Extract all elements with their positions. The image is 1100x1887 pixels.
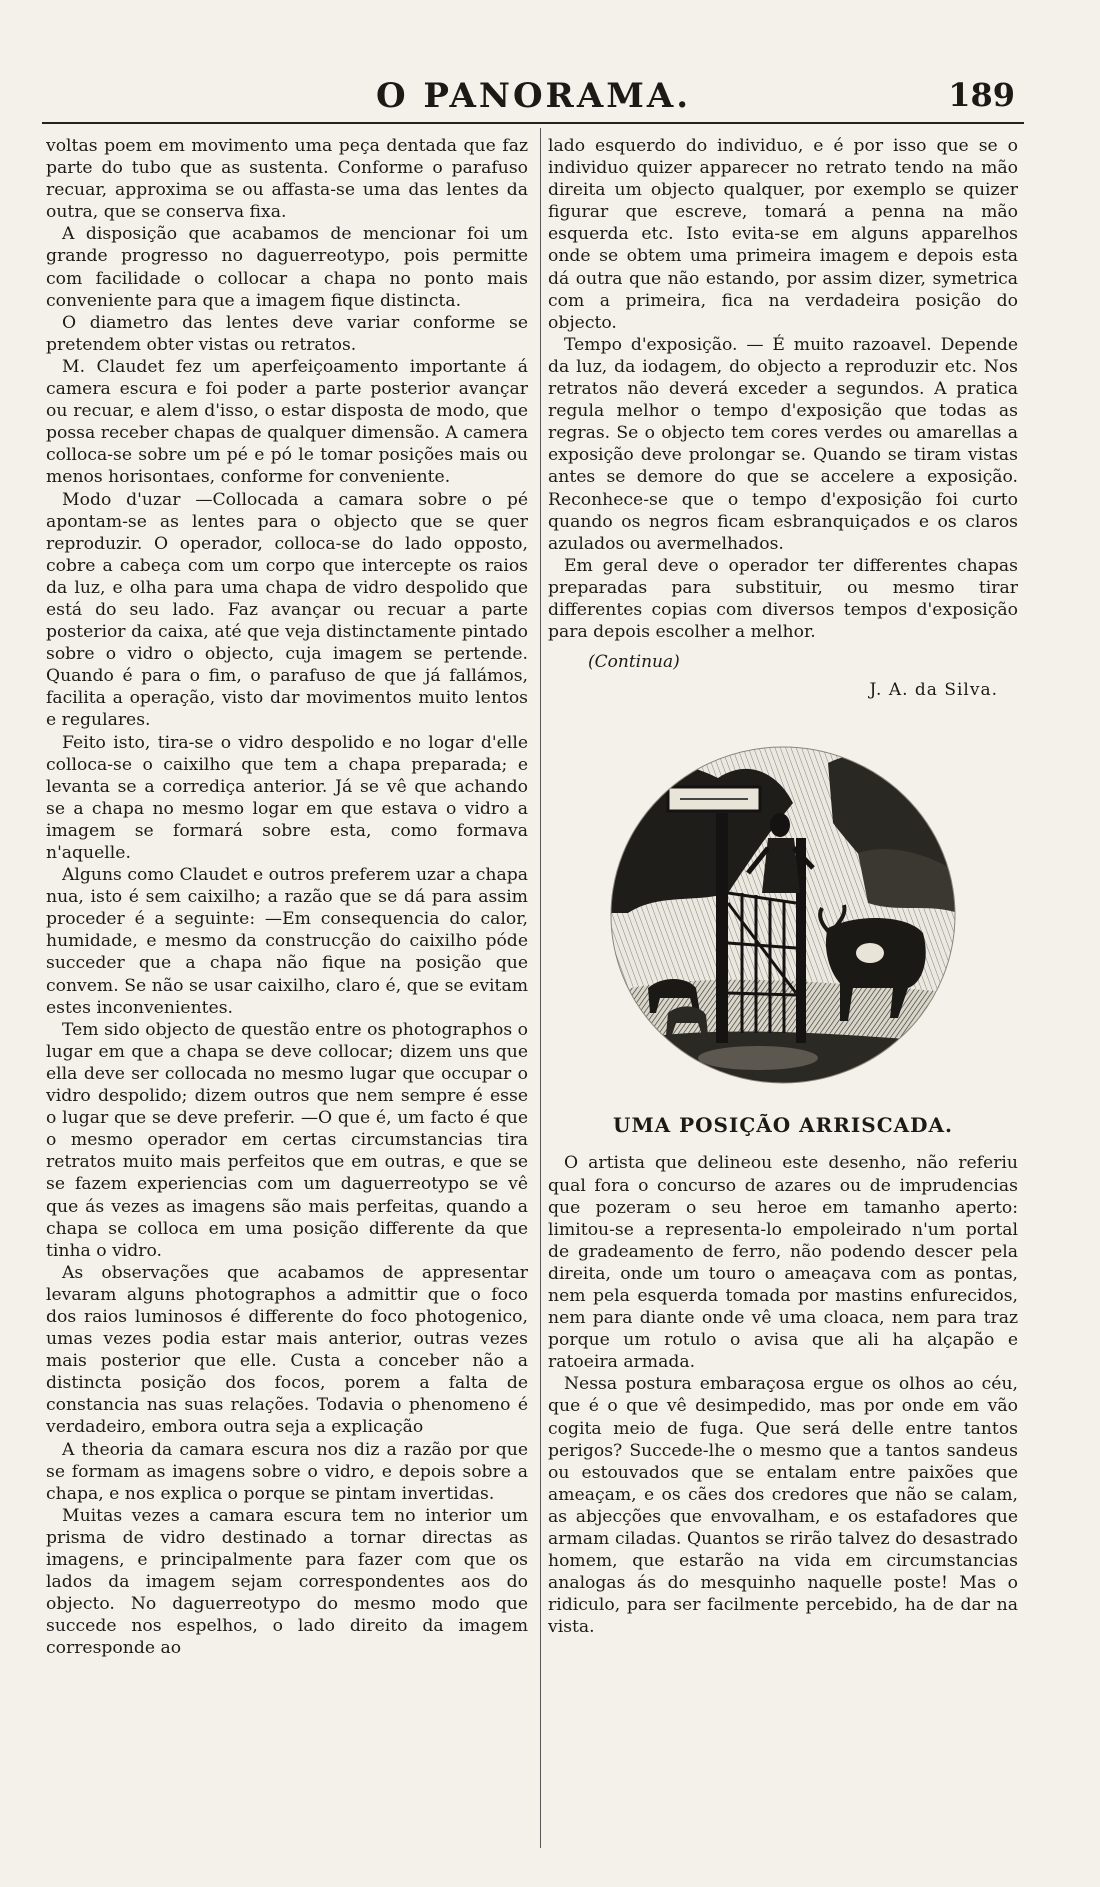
header-rule <box>42 122 1024 124</box>
paragraph: Em geral deve o operador ter differentes chapas preparadas para substituir, ou mesmo tirar differentes copias com diversos tempos d'exposição para depois escolher a melhor. <box>548 555 1018 643</box>
paragraph: Tempo d'exposição. — É muito razoavel. Depende da luz, da iodagem, do objecto a reproduzir etc. Nos retratos não deverá exceder a segundos. A pratica regula melhor o tempo d'exposição que todas as regras. Se o objecto tem cores verdes ou amarellas a exposição deve prolongar se. Quando se tiram vistas antes se demore do que se accelere a exposição. Reconhece-se que o tempo d'exposição foi curto quando os negros ficam esbranquiçados e os claros azulados ou avermelhados. <box>548 334 1018 554</box>
author-signature: J. A. da Silva. <box>869 680 998 701</box>
paragraph: A theoria da camara escura nos diz a razão por que se formam as imagens sobre o vidro, e depois sobre a chapa, e nos explica o porque se pintam invertidas. <box>46 1439 528 1504</box>
paragraph: A disposição que acabamos de mencionar foi um grande progresso no daguerreotypo, pois permitte com facilidade o collocar a chapa no ponto mais conveniente para que a imagem fique distincta. <box>46 224 528 311</box>
paragraph: O artista que delineou este desenho, não referiu qual fora o concurso de azares ou de imprudencias que pozeram o seu heroe em tamanho aperto: limitou-se a representa-lo empoleirado n'um portal de gradeamento de ferro, não podendo descer pela direita, onde um touro o ameaçava com as pontas, nem pela esquerda tomada por mastins enfurecidos, nem para diante onde vê uma cloaca, nem para traz porque um rotulo o avisa que ali ha alçapão e ratoeira armada. <box>548 1153 1018 1373</box>
paragraph: Muitas vezes a camara escura tem no interior um prisma de vidro destinado a tornar directas as imagens, e principalmente para fazer com que os lados da imagem sejam correspondentes aos do objecto. No daguerreotypo do mesmo modo que succede nos espelhos, o lado direito da imagem corresponde ao <box>46 1505 528 1659</box>
right-column <box>548 135 1018 1639</box>
page-number: 189 <box>948 76 1015 114</box>
continua-note: (Continua) <box>588 652 680 673</box>
paragraph: As observações que acabamos de appresentar levaram alguns photographos a admittir que o foco dos raios luminosos é differente do foco photogenico, umas vezes podia estar mais anterior, outras vezes mais posterior que elle. Custa a conceber não a distincta posição dos focos, porem a falta de constancia nas suas relações. Todavia o phenomeno é verdadeiro, embora outra seja a explicação <box>46 1262 528 1438</box>
paragraph: Nessa postura embaraçosa ergue os olhos ao céu, que é o que vê desimpedido, mas por onde em vão cogita meio de fuga. Que será delle entre tantos perigos? Succede-lhe o mesmo que a tantos sandeus ou estouvados que se entalam entre paixões que ameaçam, e os cães dos credores que não se calam, as abjecções que envovalham, e os estafadores que armam ciladas. Quantos se rirão talvez do desastrado homem, que estarão na vida em circumstancias analogas ás do mesquinho naquelle poste! Mas o ridiculo, para ser facilmente percebido, ha de dar na vista. <box>548 1374 1018 1638</box>
engraving-image <box>608 743 958 1088</box>
paragraph: Feito isto, tira-se o vidro despolido e no logar d'elle colloca-se o caixilho que tem a chapa preparada; e levanta se a corrediça anterior. Já se vê que achando se a chapa no mesmo logar em que estava o vidro a imagem se formará sobre esta, como formava n'aquelle. <box>46 732 528 863</box>
left-column <box>46 135 528 1659</box>
engraving-illustration <box>608 743 958 1088</box>
column-divider <box>540 128 541 1848</box>
paragraph: Alguns como Claudet e outros preferem uzar a chapa nua, isto é sem caixilho; a razão que se dá para assim proceder é a seguinte: —Em consequencia do calor, humidade, e mesmo da construcção do caixilho póde succeder que a chapa não fique na posição que convem. Se não se usar caixilho, claro é, que se evitam estes inconvenientes. <box>46 865 528 1018</box>
paragraph: Tem sido objecto de questão entre os photographos o lugar em que a chapa se deve collocar; dizem uns que ella deve ser collocada no mesmo lugar que occupar o vidro despolido; dizem outros que nem sempre é esse o lugar que se deve preferir. —O que é, um facto é que o mesmo operador em certas circumstancias tira retratos muito mais perfeitos que em outras, e que se se fazem experiencias com um daguerreotypo se vê que ás vezes as imagens são mais perfeitas, quando a chapa se colloca em uma posição differente da que tinha o vidro. <box>46 1019 528 1261</box>
page-header <box>46 76 1021 120</box>
paragraph: O diametro das lentes deve variar conforme se pretendem obter vistas ou retratos. <box>46 312 528 355</box>
paragraph: voltas poem em movimento uma peça dentada que faz parte do tubo que as sustenta. Conforme o parafuso recuar, approxima se ou affasta-se uma das lentes da outra, que se conserva fixa. <box>46 136 528 223</box>
paragraph: lado esquerdo do individuo, e é por isso que se o individuo quizer apparecer no retrato tendo na mão direita um objecto qualquer, por exemplo se quizer figurar que escreve, tomará a penna na mão esquerda etc. Isto evita-se em alguns apparelhos onde se obtem uma primeira imagem e depois esta dá outra que não estando, por assim dizer, symetrica com a primeira, fica na verdadeira posição do objecto. <box>548 136 1018 333</box>
masthead-title: O PANORAMA. <box>375 76 692 116</box>
paragraph: Modo d'uzar —Collocada a camara sobre o pé apontam-se as lentes para o objecto que se quer reproduzir. O operador, colloca-se do lado opposto, cobre a cabeça com um corpo que intercepte os raios da luz, e olha para uma chapa de vidro despolido que está do seu lado. Faz avançar ou recuar a parte posterior da caixa, até que veja distinctamente pintado sobre o vidro o objecto, cuja imagem se pertende. Quando é para o fim, o parafuso de que já fallámos, facilita a operação, visto dar movimentos muito lentos e regulares. <box>46 489 528 731</box>
paragraph: M. Claudet fez um aperfeiçoamento importante á camera escura e foi poder a parte posterior avançar ou recuar, e alem d'isso, o estar disposta de modo, que possa receber chapas de qualquer dimensão. A camera colloca-se sobre um pé e pó le tomar posições mais ou menos horisontaes, conforme for conveniente. <box>46 356 528 488</box>
article-title: UMA POSIÇÃO ARRISCADA. <box>613 1113 953 1138</box>
